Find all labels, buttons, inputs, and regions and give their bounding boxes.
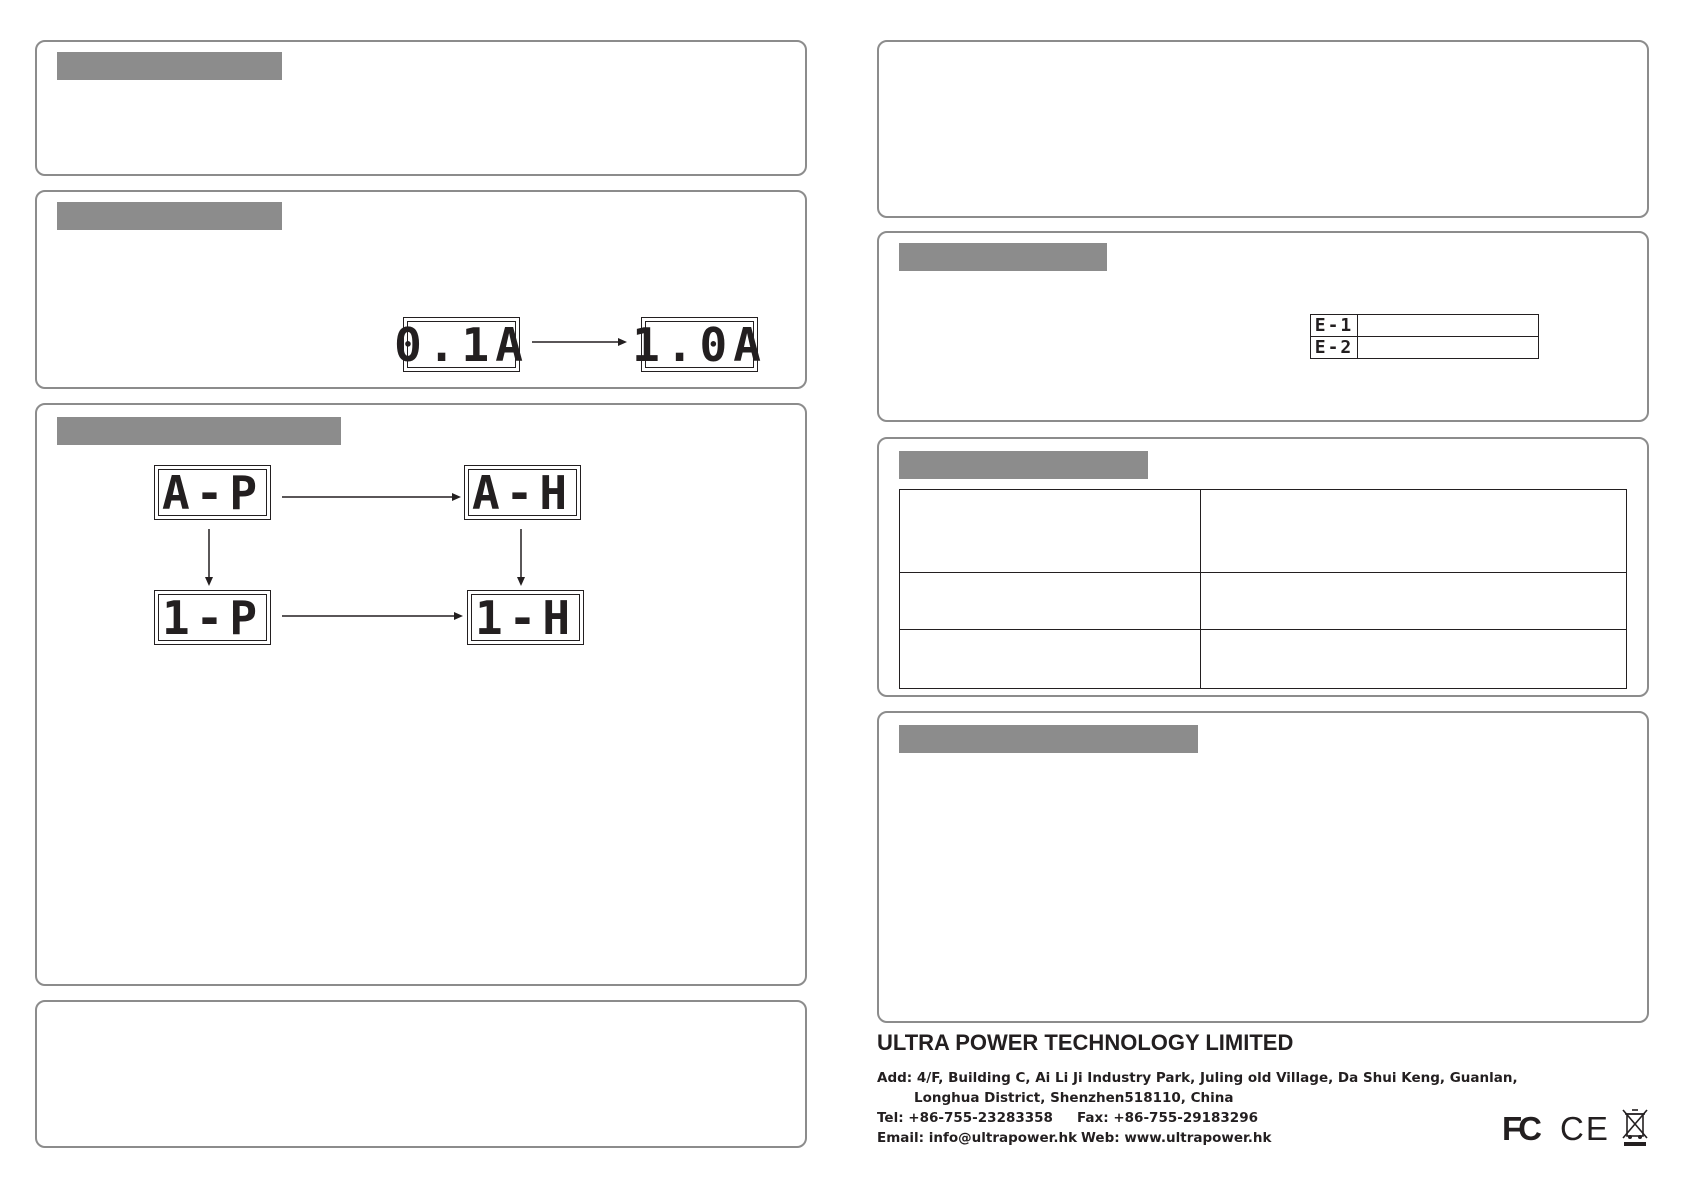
- section-heading-bar: [899, 725, 1198, 753]
- table-cell: [1201, 573, 1627, 630]
- section-panel-4: [35, 1000, 807, 1148]
- table-row: [1311, 337, 1539, 359]
- spec-table: [899, 489, 1627, 689]
- table-cell: [1201, 630, 1627, 689]
- website-link[interactable]: Web: www.ultrapower.hk: [1081, 1130, 1272, 1146]
- error-description: [1358, 315, 1539, 337]
- section-panel-5: [877, 40, 1649, 218]
- arrow-right-icon: [282, 608, 464, 624]
- table-cell: [900, 630, 1201, 689]
- table-row: [900, 573, 1627, 630]
- section-heading-bar: [899, 451, 1148, 479]
- table-cell: [1201, 490, 1627, 573]
- lcd-reading: 1.0A: [632, 317, 767, 372]
- lcd-display-from: [394, 317, 529, 372]
- address-line-2: Longhua District, Shenzhen518110, China: [914, 1090, 1234, 1106]
- lcd-display-to: [632, 317, 767, 372]
- table-cell: [900, 490, 1201, 573]
- section-panel-7: [877, 437, 1649, 697]
- lcd-display-a-p: [154, 465, 271, 520]
- section-panel-1: [35, 40, 807, 176]
- error-code: E-2: [1311, 337, 1358, 359]
- error-code-table: [1310, 314, 1539, 359]
- email-link[interactable]: Email: info@ultrapower.hk: [877, 1130, 1078, 1146]
- fax: Fax: +86-755-29183296: [1077, 1110, 1258, 1126]
- section-panel-6: [877, 231, 1649, 422]
- lcd-reading: A-H: [468, 469, 577, 516]
- lcd-reading: 0.1A: [394, 317, 529, 372]
- error-description: [1358, 337, 1539, 359]
- lcd-display-1-p: [154, 590, 271, 645]
- table-row: [900, 490, 1627, 573]
- lcd-reading: 1-H: [471, 594, 580, 641]
- table-row: [900, 630, 1627, 689]
- address-line-1: Add: 4/F, Building C, Ai Li Ji Industry Park, Juling old Village, Da Shui Keng, Guanlan,: [877, 1070, 1518, 1086]
- telephone: Tel: +86-755-23283358: [877, 1110, 1053, 1126]
- weee-bin-icon: [1622, 1108, 1648, 1148]
- arrow-down-icon: [201, 529, 217, 587]
- arrow-right-icon: [532, 332, 628, 352]
- lcd-display-1-h: [467, 590, 584, 645]
- section-panel-3: [35, 403, 807, 986]
- section-heading-bar: [57, 202, 282, 230]
- arrow-down-icon: [513, 529, 529, 587]
- section-heading-bar: [57, 52, 282, 80]
- fcc-logo: FC: [1502, 1110, 1538, 1147]
- section-panel-2: [35, 190, 807, 389]
- table-row: [1311, 315, 1539, 337]
- section-heading-bar: [57, 417, 341, 445]
- lcd-reading: 1-P: [158, 594, 267, 641]
- lcd-display-a-h: [464, 465, 581, 520]
- section-heading-bar: [899, 243, 1107, 271]
- table-cell: [900, 573, 1201, 630]
- section-panel-8: [877, 711, 1649, 1023]
- error-code: E-1: [1311, 315, 1358, 337]
- company-name: ULTRA POWER TECHNOLOGY LIMITED: [877, 1030, 1294, 1055]
- ce-logo: CE: [1560, 1110, 1610, 1147]
- lcd-reading: A-P: [158, 469, 267, 516]
- arrow-right-icon: [282, 489, 462, 505]
